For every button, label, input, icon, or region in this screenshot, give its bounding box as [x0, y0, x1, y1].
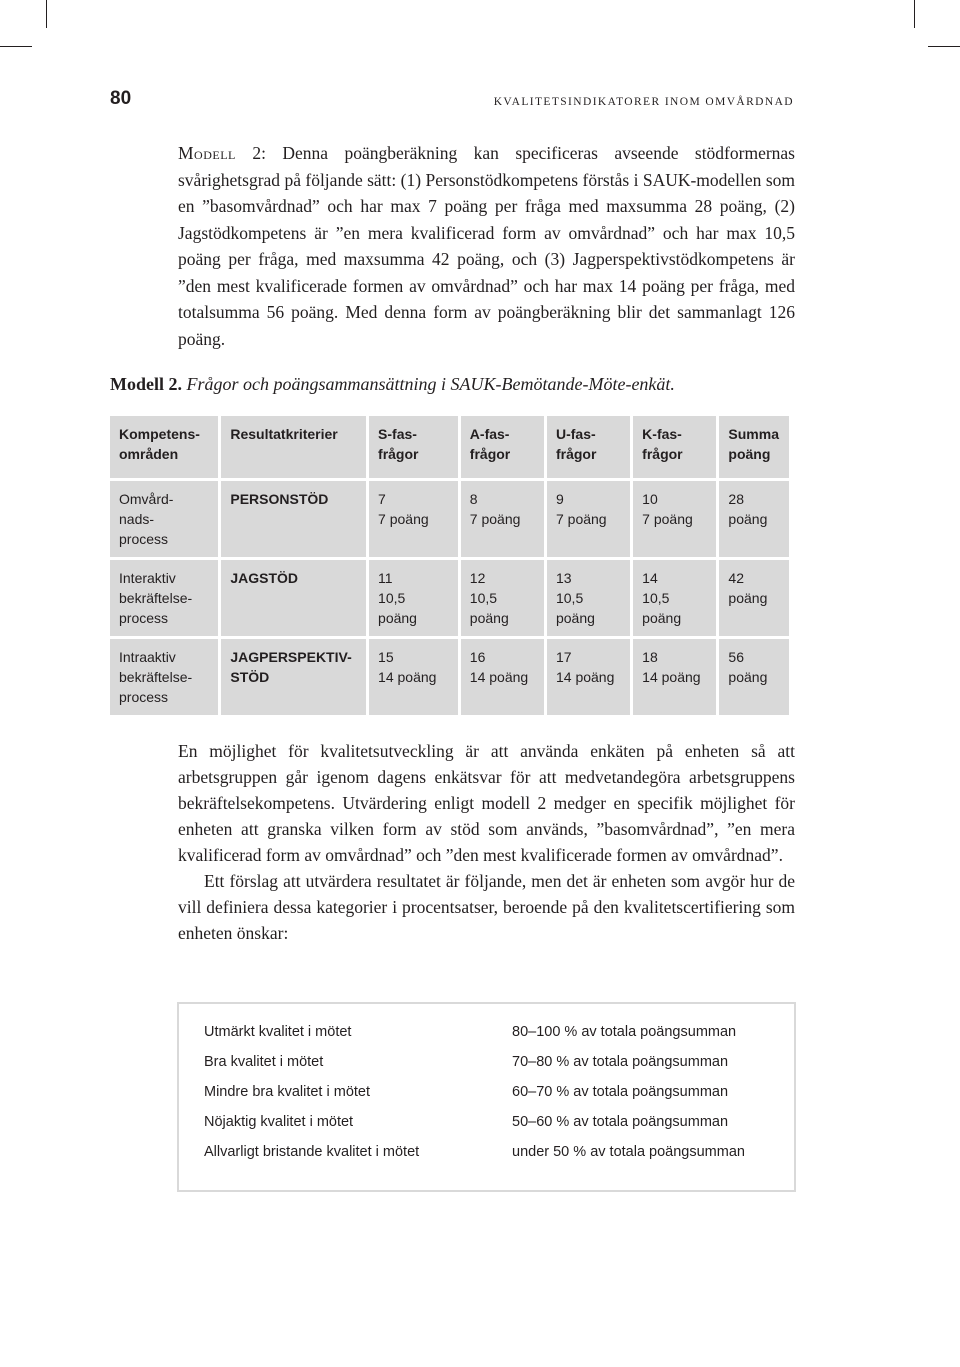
scale-label: Utmärkt kvalitet i mötet — [204, 1024, 352, 1040]
table-cell: 28 poäng — [719, 481, 789, 557]
scale-row — [204, 1054, 784, 1084]
intro-text: 2: Denna poängberäkning kan specificeras avseende stödformernas svårighetsgrad på följande sätt: (1) Personstödkompetens förstås i SAUK-modellen som en ”basomvårdnad” och har max 7 poäng per fråga med maxsumma 28 poäng, (2) Jagstödkompetens är ”en mera kvalificerad form av omvårdnad” och har max 10,5 poäng per fråga, med maxsumma 42 poäng, och (3) Jagperspektivstödkompetens är ”den mest kvalificerade formen av omvårdnad” och har max 14 poäng per fråga, med totalsumma 56 poäng. Med denna form av poängberäkning blir det sammanlagt 126 poäng. — [178, 143, 795, 349]
body-text — [178, 738, 795, 946]
scale-label: Allvarligt bristande kvalitet i mötet — [204, 1144, 420, 1160]
table-cell: 16 14 poäng — [461, 639, 544, 715]
table-cell: 18 14 poäng — [633, 639, 716, 715]
body-paragraph: Ett förslag att utvärdera resultatet är följande, men det är enheten som avgör hur de vill definiera dessa kategorier i procentsatser, beroende på den kvalitetscertifiering som enheten önskar: — [178, 871, 795, 943]
intro-paragraph — [178, 140, 795, 352]
scale-row — [204, 1084, 784, 1114]
scale-range: 60–70 % av totala poängsumman — [512, 1084, 729, 1100]
table-cell: Interaktiv bekräftelse- process — [110, 560, 218, 636]
table-cell: 11 10,5 poäng — [369, 560, 458, 636]
scale-range: 80–100 % av totala poängsumman — [512, 1024, 737, 1040]
model-2-table — [107, 413, 792, 718]
table-cell: 10 7 poäng — [633, 481, 716, 557]
header-cell: K-fas- frågor — [633, 416, 716, 478]
header-cell: A-fas- frågor — [461, 416, 544, 478]
table-cell: 42 poäng — [719, 560, 789, 636]
table-caption — [110, 374, 675, 395]
table-cell: Intraaktiv bekräftelse- process — [110, 639, 218, 715]
table-cell: 13 10,5 poäng — [547, 560, 630, 636]
table-cell: 14 10,5 poäng — [633, 560, 716, 636]
scale-row — [204, 1114, 784, 1144]
caption-title: Frågor och poängsammansättning i SAUK-Bemötande-Möte-enkät. — [182, 374, 675, 394]
table-cell: Omvård- nads- process — [110, 481, 218, 557]
table-cell: 8 7 poäng — [461, 481, 544, 557]
table-cell: 9 7 poäng — [547, 481, 630, 557]
crop-mark — [928, 46, 960, 47]
header-cell: Resultatkriterier — [221, 416, 366, 478]
table-header-row — [110, 416, 789, 478]
scale-range: 70–80 % av totala poängsumman — [512, 1054, 729, 1070]
scale-row — [204, 1144, 784, 1174]
scale-row — [204, 1024, 784, 1054]
table-cell: 56 poäng — [719, 639, 789, 715]
body-paragraph: En möjlighet för kvalitetsutveckling är att använda enkäten på enheten så att arbetsgruppen går igenom dagens enkätsvar för att medvetandegöra arbetsgruppens bekräftelsekompetens. Utvärdering enligt modell 2 medger en specifik möjlighet för enheten att granska vilken form av stöd som används, ”basomvårdnad”, ”en mera kvalificerad form av omvårdnad” och ”den mest kvalificerade formen av omvårdnad”. — [178, 741, 795, 865]
header-cell: Kompetens- områden — [110, 416, 218, 478]
table-cell: JAGPERSPEKTIV- STÖD — [221, 639, 366, 715]
scale-label: Nöjaktig kvalitet i mötet — [204, 1114, 354, 1130]
table-cell: 17 14 poäng — [547, 639, 630, 715]
page-number: 80 — [110, 88, 132, 109]
crop-mark — [914, 0, 915, 28]
table-cell: JAGSTÖD — [221, 560, 366, 636]
scale-range: 50–60 % av totala poängsumman — [512, 1114, 729, 1130]
table-cell: 15 14 poäng — [369, 639, 458, 715]
table-cell: PERSONSTÖD — [221, 481, 366, 557]
table-cell: 12 10,5 poäng — [461, 560, 544, 636]
table-cell: 7 7 poäng — [369, 481, 458, 557]
crop-mark — [0, 46, 32, 47]
table-row — [110, 560, 789, 636]
scale-range: under 50 % av totala poängsumman — [512, 1144, 745, 1160]
running-head: KVALITETSINDIKATORER INOM OMVÅRDNAD — [493, 96, 794, 108]
quality-scale-box — [177, 1002, 796, 1192]
caption-label: Modell 2. — [110, 374, 182, 394]
table-row — [110, 639, 789, 715]
crop-mark — [46, 0, 47, 28]
header-cell: Summa poäng — [719, 416, 789, 478]
header-cell: U-fas- frågor — [547, 416, 630, 478]
scale-label: Mindre bra kvalitet i mötet — [204, 1084, 371, 1100]
header-cell: S-fas- frågor — [369, 416, 458, 478]
table-row — [110, 481, 789, 557]
model-tag: Modell — [178, 143, 236, 163]
scale-label: Bra kvalitet i mötet — [204, 1054, 324, 1070]
